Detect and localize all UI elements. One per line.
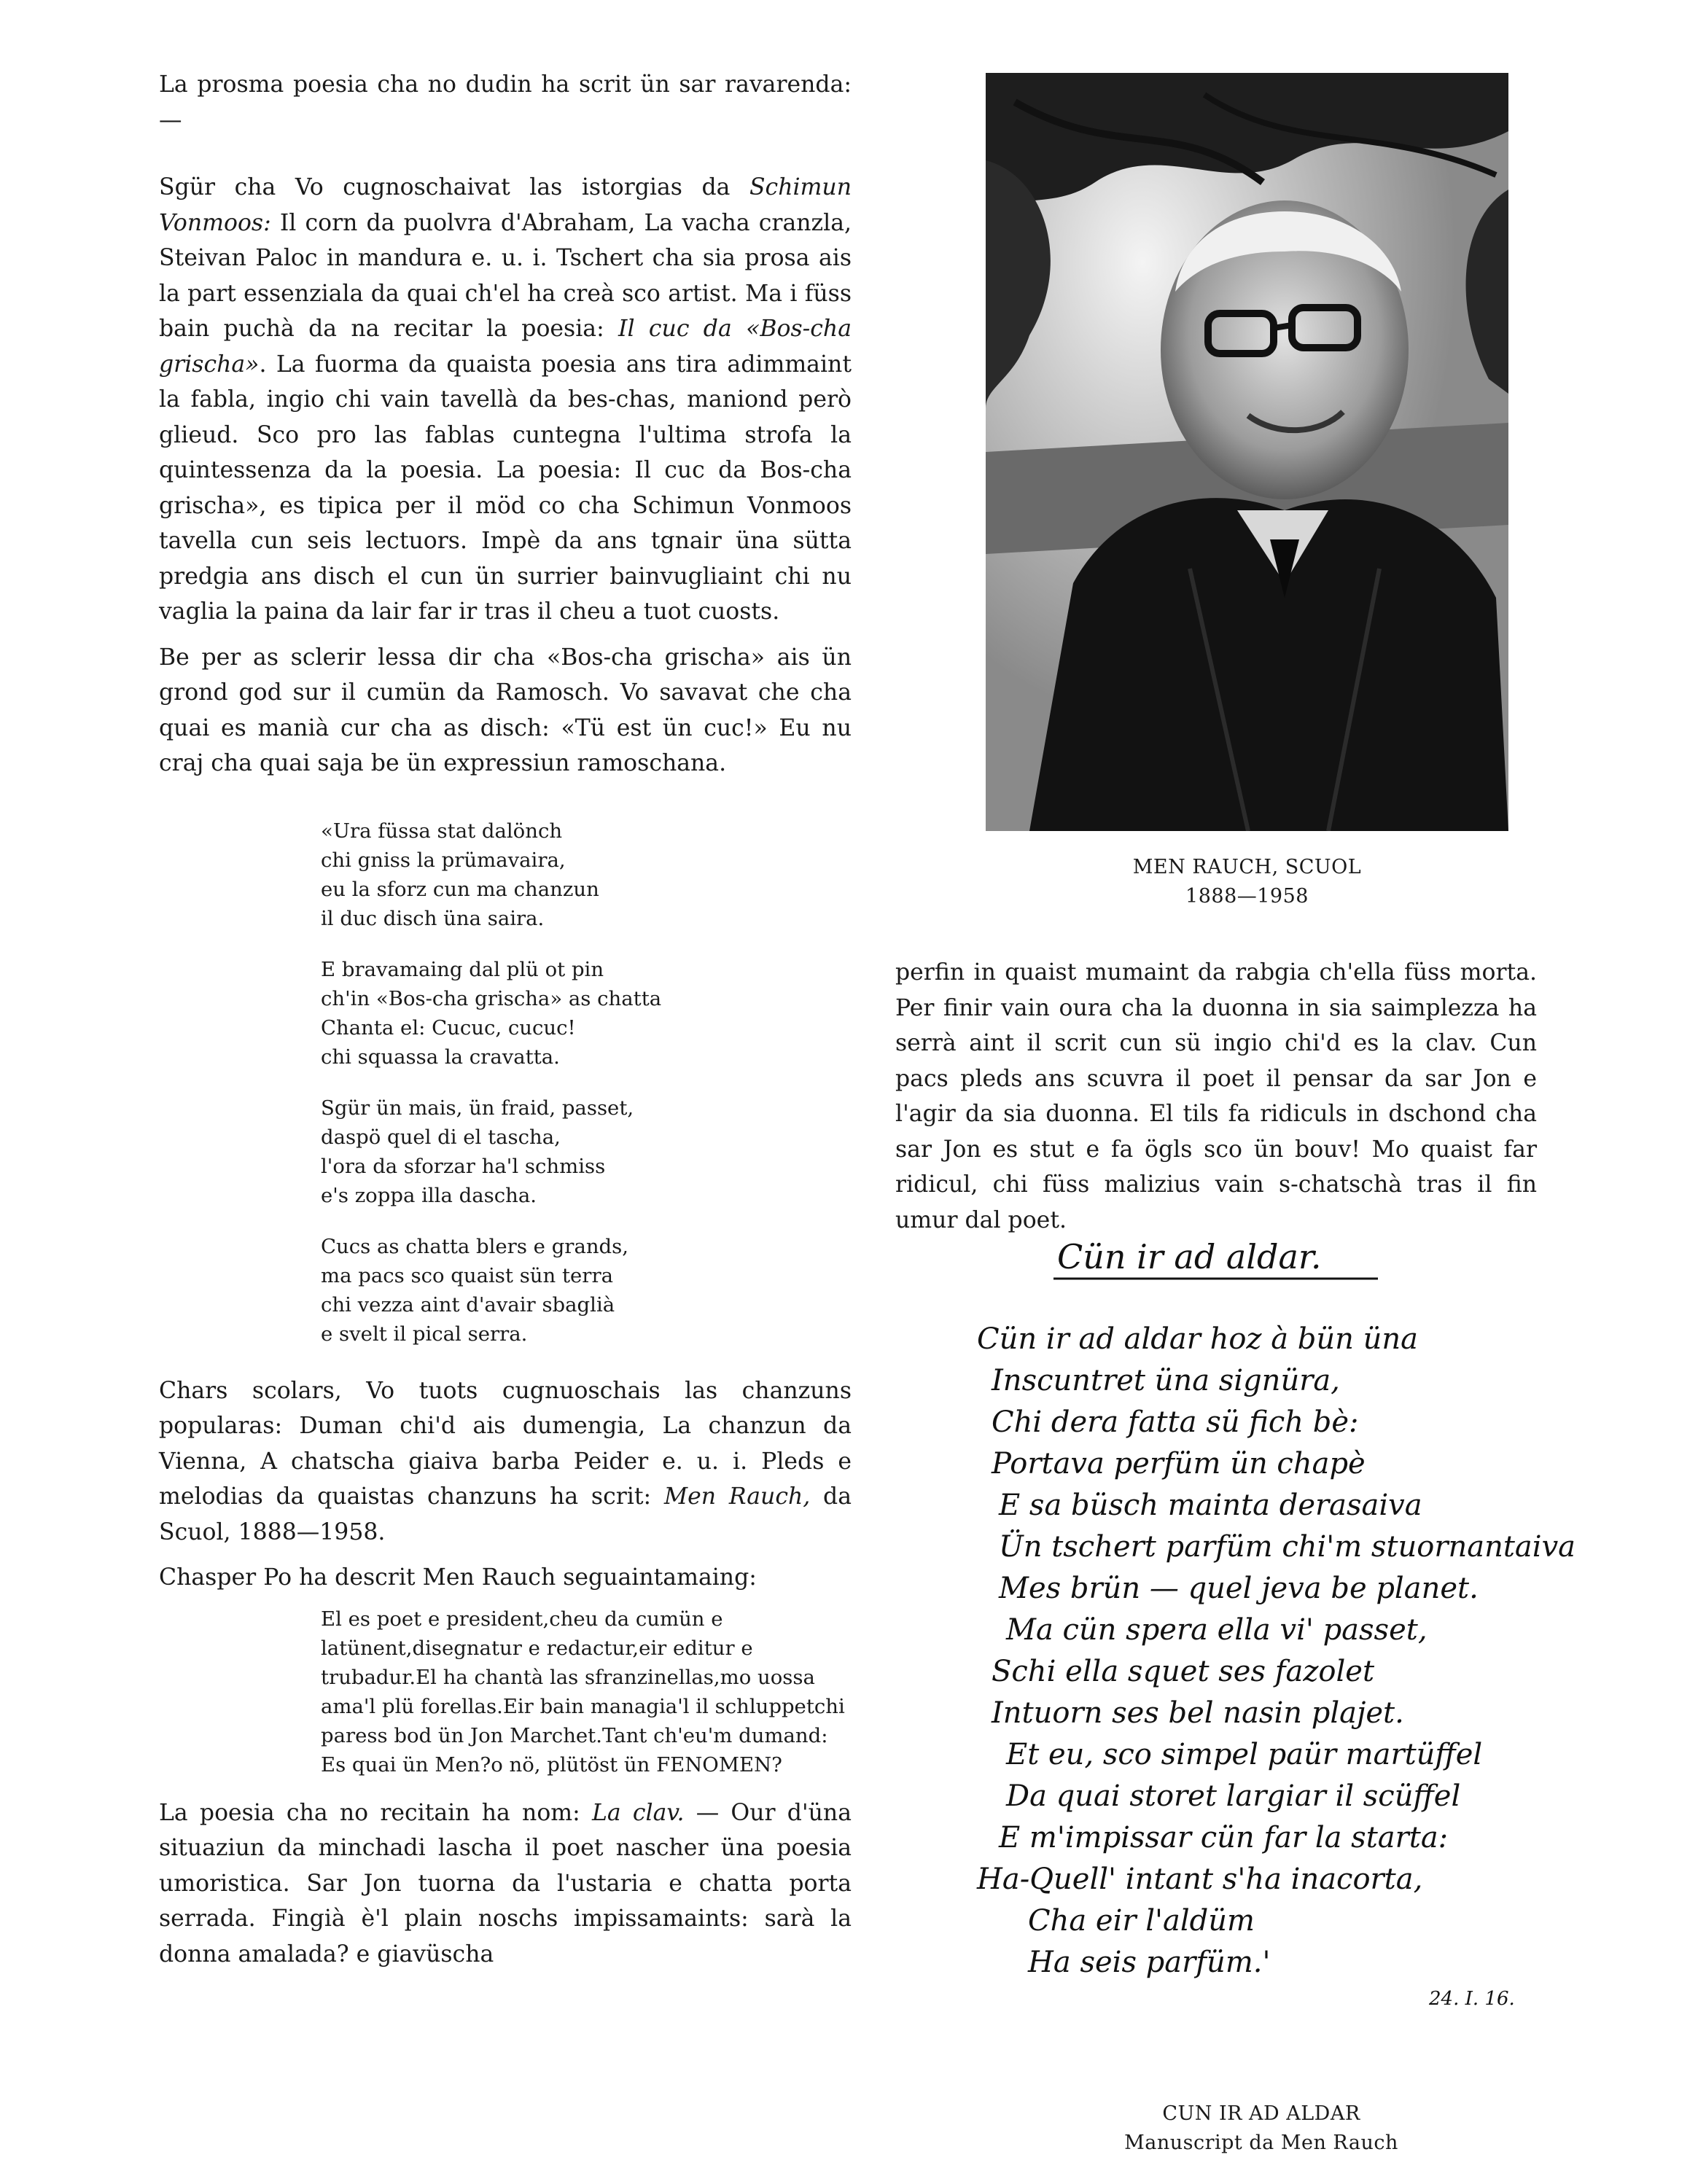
manuscript-line: Ma cün spera ella vi' passet, [1006,1613,1427,1647]
manuscript-caption-title: CUN IR AD ALDAR [1162,2102,1360,2125]
poem-line: Cucs as chatta blers e grands, [321,1234,629,1258]
author-name: Schimun Vonmoos: [159,174,852,236]
manuscript-caption [1035,2099,1487,2158]
manuscript-line: Ün tschert parfüm chi'm stuornantaiva [999,1530,1576,1564]
manuscript-line: Mes brün — quel jeva be planet. [999,1572,1479,1605]
poem-stanza [321,816,852,933]
portrait-illustration [986,73,1508,831]
p6-text-b: — Our d'üna situaziun da minchadi lascha il poet nascher üna poesia umoristica. Sar Jon tuorna da l'ustaria e chatta porta serrada. Fingià è'l plain noschs impissamaints: sarà la donna amalada? e giavüscha [159,1799,852,1967]
manuscript-title: Cün ir ad aldar. [1057,1239,1322,1276]
right-column [895,955,1537,1238]
p2-text-c: . La fuorma da quaista poesia ans tira adimmaint la fabla, ingio chi vain tavellà da bes-chas, maniond però glieud. Sco pro las fablas cuntegna l'ultima strofa la quintessenza da la poesia. La poesia: Il cuc da Bos-cha grischa», es tipica per il möd co cha Schimun Vonmoos tavella cun seis lectuors. Impè da ans tgnair üna sütta predgia ans disch el cun ün surrier bainvugliaint chi nu vaglia la paina da lair far ir tras il cheu a tuot cuosts. [159,351,852,625]
poem-line: chi vezza aint d'avair sbaglià [321,1292,615,1317]
manuscript-line: Portava perfüm ün chapè [992,1447,1366,1481]
poem-line: chi paress bod ün Jon Marchet. [321,1694,845,1747]
poem-line: il duc disch üna saira. [321,906,545,930]
p4-text-a: Chars scolars, Vo tuots cugnuoschais las chanzuns popularas: Duman chi'd ais dumengia, La chanzun da Vienna, A chatscha giaiva barba Peider e. u. i. Pleds e melodias da quaistas chanzuns ha scrit: [159,1377,852,1510]
manuscript-caption-sub: Manuscript da Men Rauch [1124,2132,1398,2154]
poem-line: chi gniss la prümavaira, [321,848,566,872]
poem-line: Chanta el: Cucuc, cucuc! [321,1015,576,1040]
manuscript-line: Da quai storet largiar il scüffel [1006,1779,1461,1813]
poem-line: o nö, plütöst ün FENOMEN? [491,1752,782,1777]
poem-line: eu la sforz cun ma chanzun [321,877,599,901]
p2-text-b: Il corn da puolvra d'Abraham, La vacha cranzla, Steivan Paloc in mandura e. u. i. Tschert cha sia prosa ais la part essenziala da quai ch'el ha creà sco artist. Ma i füss bain puchà da na recitar la poesia: [159,209,852,342]
manuscript-svg [970,1239,1597,2019]
manuscript-line: Et eu, sco simpel paür martüffel [1006,1738,1483,1771]
manuscript-line: E sa büsch mainta derasaiva [999,1489,1422,1522]
poem-title: Il cuc da «Bos-cha grischa» [159,316,852,378]
poem-stanza [321,1232,852,1349]
p2-text-a: Sgür cha Vo cugnoschaivat las istorgias da [159,174,749,200]
manuscript-line: Cün ir ad aldar hoz à bün üna [977,1322,1418,1356]
poem-line: eir editur e trubadur. [321,1636,753,1689]
manuscript-line: Cha eir l'aldüm [1028,1904,1255,1938]
poem-title-clav: La clav. [592,1799,685,1826]
manuscript-line: Schi ella squet ses fazolet [992,1655,1375,1688]
p6-text-a: La poesia cha no recitain ha nom: [159,1799,592,1826]
portrait-photo [986,73,1508,831]
manuscript-line: Ha seis parfüm.' [1028,1946,1271,1979]
poem-line: ma pacs sco quaist sün terra [321,1263,613,1287]
poem-line: ch'in «Bos-cha grischa» as chatta [321,986,662,1010]
poem-line: El es poet e president, [321,1607,550,1631]
poem-stanza [321,1093,852,1210]
poem-cuc [321,816,852,1349]
poem-line: e's zoppa illa dascha. [321,1183,537,1207]
poem-line: disegnatur e redactur, [412,1636,639,1660]
poem-line: «Ura füssa stat dalönch [321,819,563,843]
poem-stanza [321,955,852,1072]
p4-text-b: da Scuol, 1888—1958. [159,1483,852,1545]
poem-line: mo uossa ama'l plü forellas. [321,1665,815,1718]
poem-line: cheu da cumün e latünent, [321,1607,723,1660]
chasper-po-paragraph: Chasper Po ha descrit Men Rauch seguaintamaing: [159,1564,757,1591]
left-column [159,67,852,1972]
conclusion-paragraph: perfin in quaist mumaint da rabgia ch'ella füss morta. Per finir vain oura cha la duonna in sia saimplezza ha serrà aint il scrit cun sü ingio chi'd es la clav. Cun pacs pleds ans scuvra il poet il pensar da sar Jon e l'agir da sia duonna. El tils fa ridiculs in dschond cha sar Jon es stut e fa ögls sco ün bouv! Mo quaist far ridicul, chi füss malizius vain s-chatschà tras il fin umur dal poet. [895,959,1537,1233]
poem-line: Tant ch'eu'm dumand: Es quai ün Men? [321,1723,828,1777]
photo-caption-years: 1888—1958 [1185,885,1309,908]
handwritten-manuscript [970,1239,1597,2019]
manuscript-line: Chi dera fatta sü fich bè: [992,1405,1359,1439]
manuscript-line: E m'impissar cün far la starta: [999,1821,1449,1855]
manuscript-line: Inscuntret üna signüra, [992,1364,1340,1397]
manuscript-date: 24. I. 16. [1429,1988,1515,2010]
manuscript-line: Intuorn ses bel nasin plajet. [992,1696,1404,1730]
poem-line: daspö quel di el tascha, [321,1125,561,1149]
poem-description [321,1604,852,1779]
photo-caption [986,853,1508,911]
poem-line: e svelt il pical serra. [321,1322,528,1346]
poem-line: E bravamaing dal plü ot pin [321,957,604,981]
poem-line: El ha chantà las sfranzinellas, [416,1665,720,1689]
manuscript-line: Ha-Quell' intant s'ha inacorta, [977,1863,1423,1896]
intro-paragraph: La prosma poesia cha no dudin ha scrit ün sar ravarenda: — [159,71,852,133]
composer-name: Men Rauch, [663,1483,811,1510]
photo-caption-name: MEN RAUCH, SCUOL [1132,856,1362,878]
poem-line: Eir bain managia'l il schluppet [502,1694,814,1718]
poem-line: Sgür ün mais, ün fraid, passet, [321,1096,634,1120]
poem-line: chi squassa la cravatta. [321,1045,560,1069]
poem-line: l'ora da sforzar ha'l schmiss [321,1154,606,1178]
chanzuns-paragraph [159,1373,852,1551]
bos-cha-paragraph: Be per as sclerir lessa dir cha «Bos-cha grischa» ais ün grond god sur il cumün da Ramosch. Vo savavat che cha quai es manià cur cha as disch: «Tü est ün cuc!» Eu nu craj cha quai saja be ün expressiun ramoschana. [159,644,852,776]
vonmoos-paragraph [159,170,852,630]
la-clav-paragraph [159,1795,852,1973]
